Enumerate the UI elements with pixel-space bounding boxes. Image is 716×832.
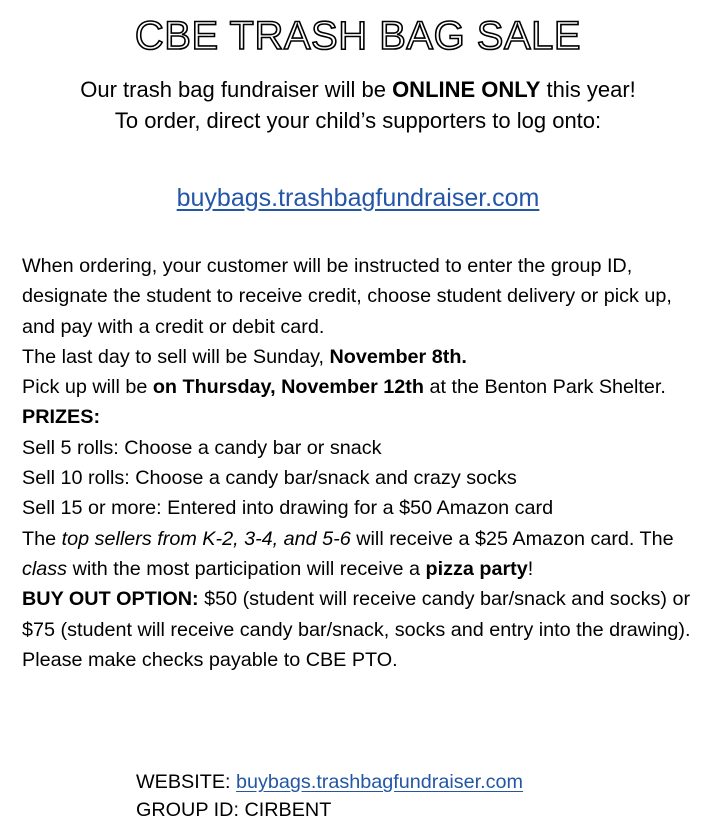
top-sellers-text: The	[22, 527, 62, 550]
pickup-location: at the Benton Park Shelter.	[423, 376, 666, 399]
intro-block	[0, 74, 716, 136]
prize-item: Sell 10 rolls: Choose a candy bar/snack and crazy socks	[22, 467, 517, 490]
footer-block	[136, 768, 523, 824]
ordering-instructions: When ordering, your customer will be instructed to enter the group ID, designate the student to receive credit, choose student delivery or pick up, and pay with a credit or debit card.	[22, 255, 672, 338]
website-url-link[interactable]: buybags.trashbagfundraiser.com	[236, 771, 524, 793]
top-sellers-grades: top sellers from K-2, 3-4, and 5-6	[61, 527, 351, 550]
intro-line-2: To order, direct your child’s supporters to log onto:	[114, 108, 602, 133]
intro-line-1-text: Our trash bag fundraiser will be	[80, 77, 393, 102]
details-section	[22, 251, 702, 675]
pickup-text: Pick up will be	[22, 376, 153, 399]
last-day-line	[22, 342, 702, 372]
top-sellers-reward: will receive a $25 Amazon card. The	[350, 527, 674, 550]
exclamation: !	[527, 557, 534, 580]
prizes-heading	[22, 402, 702, 432]
buyout-text: $50 (student will receive candy bar/snack and socks) or $75 (student will receive candy bar/snack, socks and entry into the drawing). Please make checks payable to CBE PTO.	[22, 588, 691, 671]
main-url-block	[0, 181, 716, 215]
main-url-link[interactable]: buybags.trashbagfundraiser.com	[176, 184, 540, 212]
class-reward-text: with the most participation will receive a	[67, 557, 426, 580]
last-day-text: The last day to sell will be Sunday,	[22, 345, 330, 368]
website-label: WEBSITE:	[136, 771, 237, 793]
pickup-date: on Thursday, November 12th	[152, 376, 424, 399]
intro-line-1-end: this year!	[540, 77, 636, 102]
pizza-party-emphasis: pizza party	[425, 557, 528, 580]
page-title: CBE TRASH BAG SALE	[134, 14, 582, 58]
group-id-line: GROUP ID: CIRBENT	[136, 799, 332, 821]
pickup-line	[22, 372, 702, 402]
intro-line-1	[0, 74, 716, 105]
online-only-emphasis: ONLINE ONLY	[392, 77, 541, 102]
prizes-heading-text: PRIZES:	[22, 406, 101, 429]
website-line	[136, 768, 523, 796]
buyout-label: BUY OUT OPTION:	[22, 588, 199, 611]
class-emphasis: class	[22, 557, 68, 580]
buyout-line	[22, 584, 702, 675]
last-day-date: November 8th.	[329, 345, 467, 368]
prize-item: Sell 5 rolls: Choose a candy bar or snack	[22, 436, 382, 459]
top-sellers-line	[22, 524, 702, 585]
prize-item: Sell 15 or more: Entered into drawing for a $50 Amazon card	[22, 497, 554, 520]
